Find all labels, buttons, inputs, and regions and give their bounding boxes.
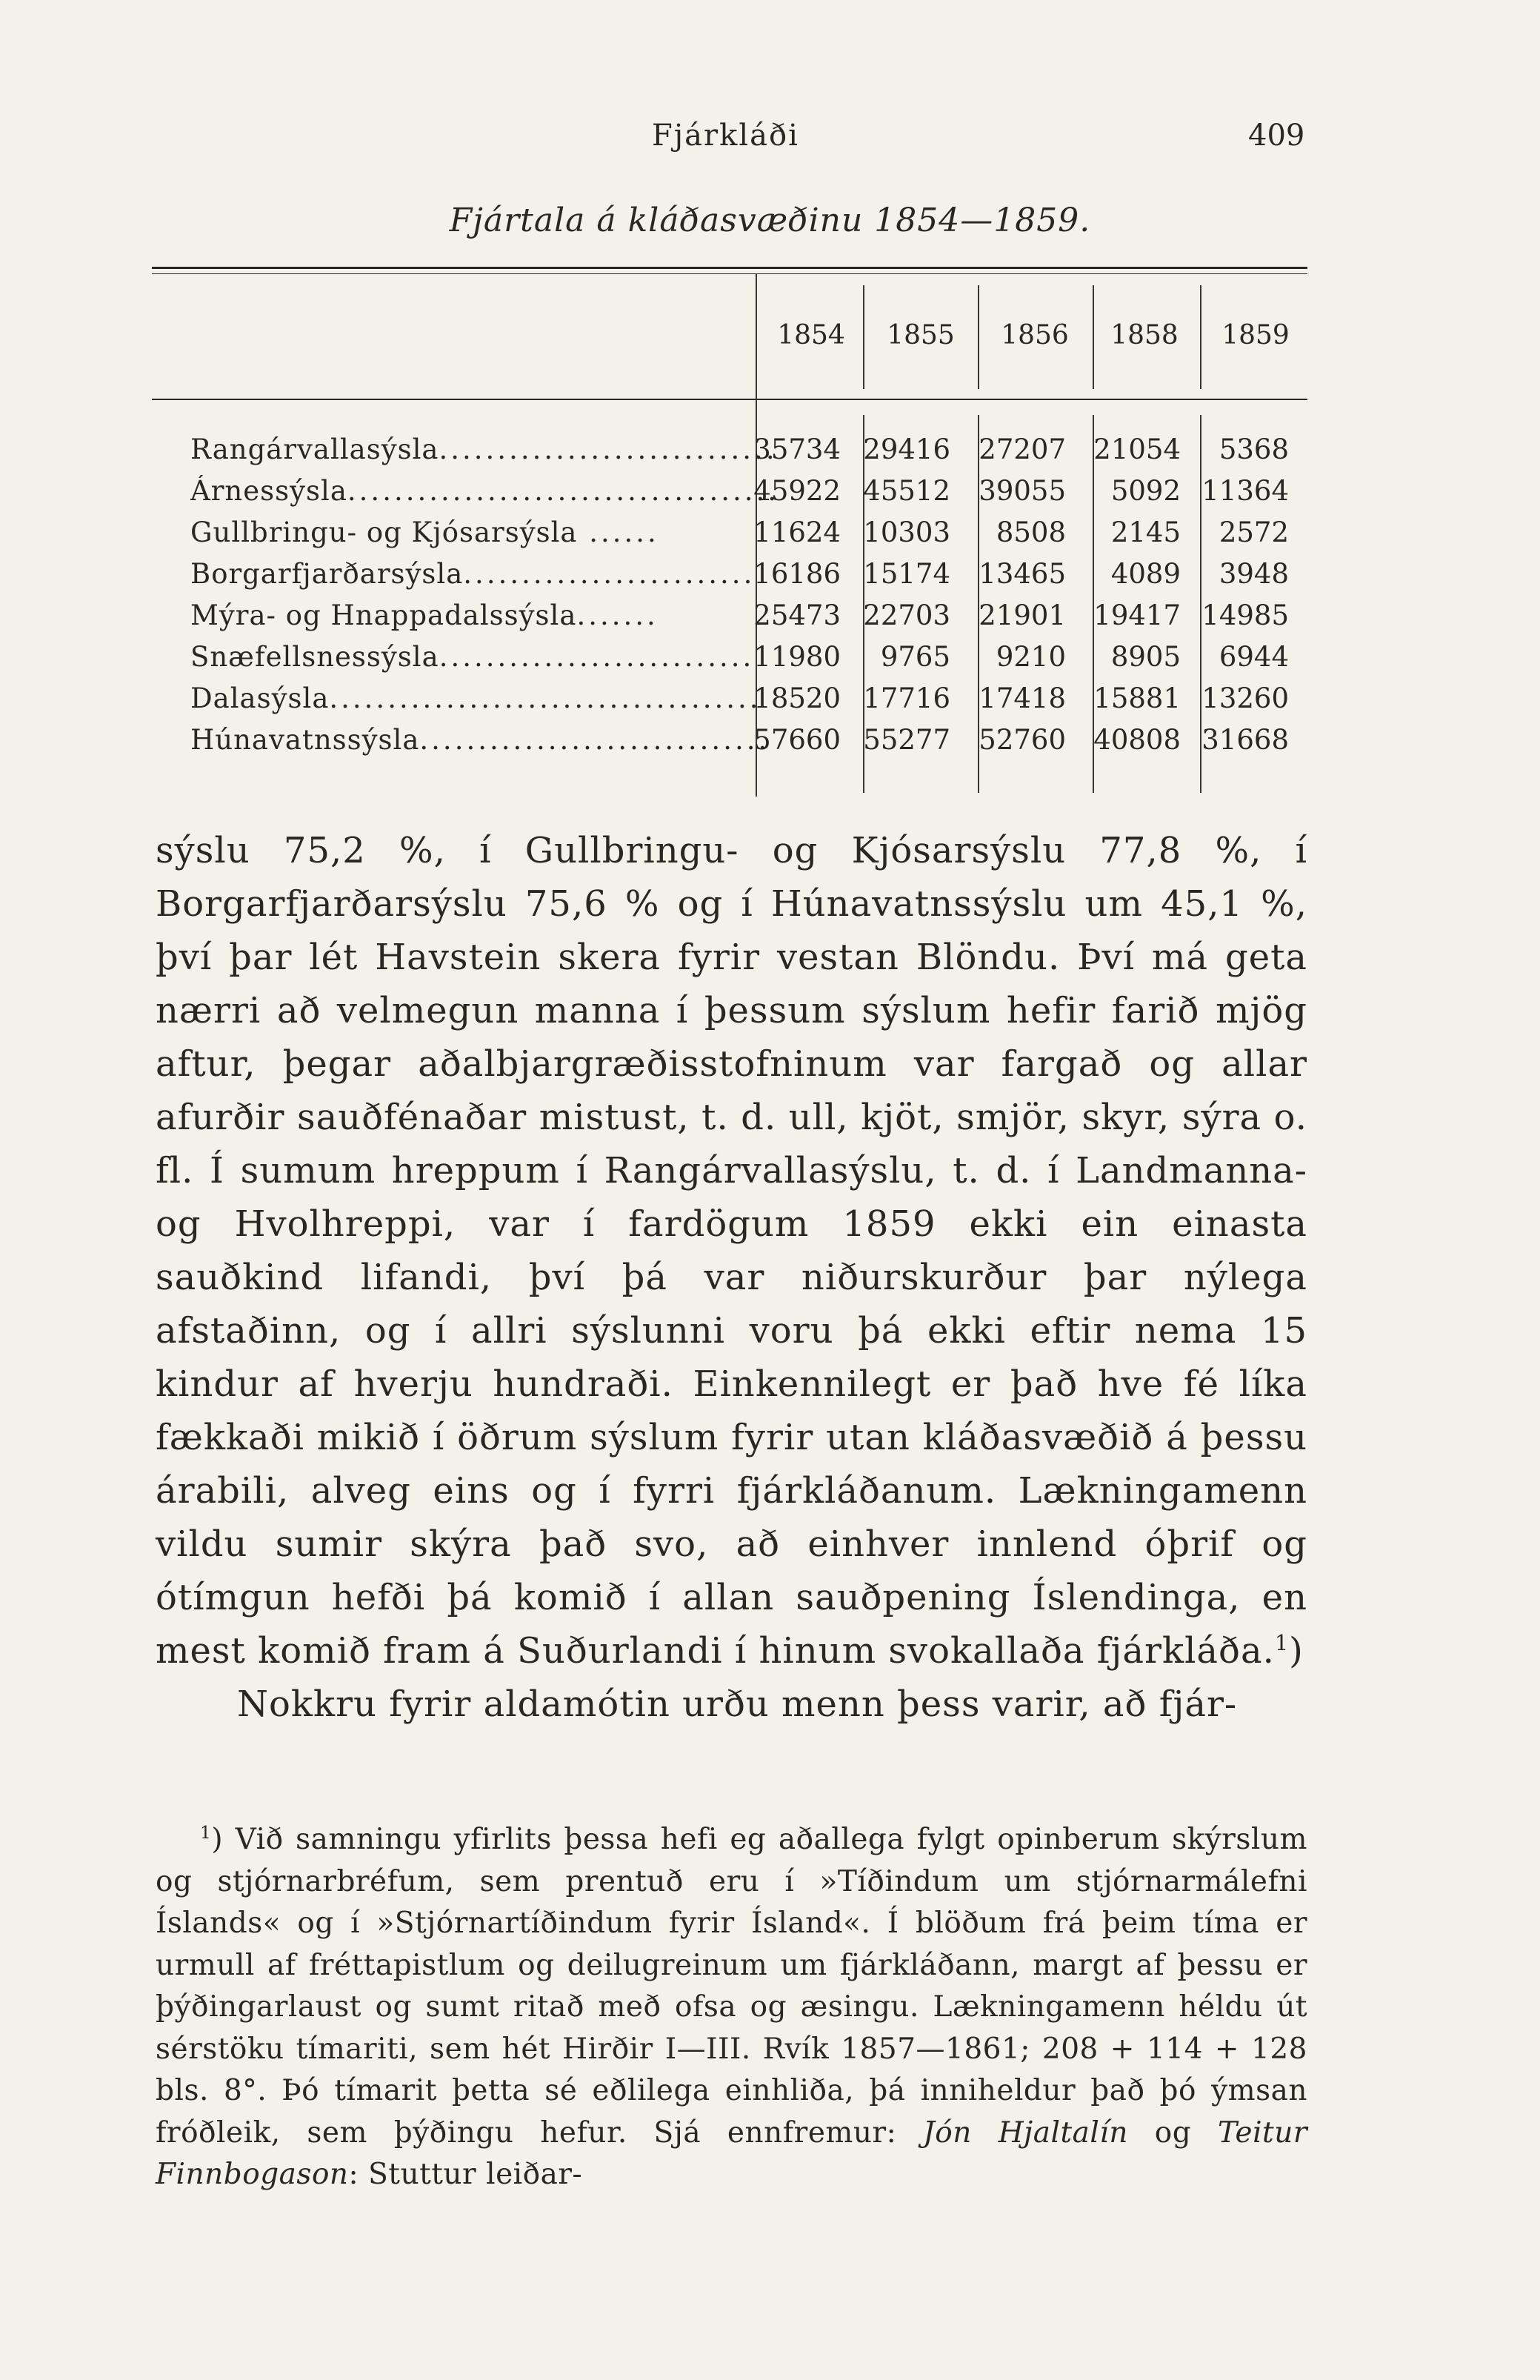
footnote-number: 1 (200, 1822, 212, 1843)
row-label: Snæfellsnessýsla........................... (190, 641, 755, 673)
value-cell: 29416 (863, 433, 950, 465)
footnote (156, 1819, 1307, 2196)
value-cell: 3948 (1219, 558, 1289, 590)
value-cell: 8508 (996, 516, 1066, 548)
row-label: Dalasýsla..................................... (190, 682, 761, 714)
value-cell: 4089 (1110, 558, 1181, 590)
year-header: 1858 (1110, 320, 1179, 350)
value-cell: 15881 (1093, 682, 1181, 714)
year-header: 1855 (887, 320, 955, 350)
table-title: Fjártala á kláðasvæðinu 1854—1859. (449, 202, 1091, 239)
running-title: Fjárkláði (652, 119, 799, 153)
value-cell: 9210 (996, 641, 1066, 673)
value-cell: 22703 (863, 599, 950, 631)
table-row (152, 475, 1307, 516)
row-label: Gullbringu- og Kjósarsýsla ...... (190, 516, 659, 548)
table-row (152, 599, 1307, 641)
value-cell: 13260 (1201, 682, 1289, 714)
value-cell: 5368 (1219, 433, 1289, 465)
year-header: 1859 (1221, 320, 1290, 350)
value-cell: 25473 (753, 599, 841, 631)
row-label: Árnessýsla..................................... (190, 475, 780, 507)
row-label: Mýra- og Hnappadalssýsla....... (190, 599, 659, 631)
table-row (152, 724, 1307, 765)
table-top-rule (152, 267, 1307, 274)
value-cell: 5092 (1110, 475, 1181, 507)
value-cell: 35734 (753, 433, 841, 465)
table-row (152, 682, 1307, 724)
value-cell: 19417 (1093, 599, 1181, 631)
value-cell: 40808 (1093, 724, 1181, 756)
value-cell: 11980 (753, 641, 841, 673)
value-cell: 2145 (1110, 516, 1181, 548)
value-cell: 2572 (1219, 516, 1289, 548)
page-number: 409 (1248, 119, 1305, 153)
footnote-text: $^1$) Við samningu yfirlits þessa hefi eg aðallega fylgt opinberum skýrslum og stjórnarbréfum, sem prentuð eru í »Tíðindum um stjórnarmálefni Íslands« og í »Stjórnartíðindum fyrir Ísland«. Í blöðum frá þeim tíma er urmull af fréttapistlum og deilugreinum um fjárkláðann, margt af þessu er þýðingarlaust og sumt ritað með ofsa og æsingu. Lækningamenn héldu út sérstöku tímariti, sem hét Hirðir I—III. Rvík 1857—1861; 208 + 114 + 128 bls. 8°. Þó tímarit þetta sé eðlilega einhliða, þá inniheldur það þó ýmsan fróðleik, sem þýðingu hefur. Sjá ennfremur: Jón Hjaltalín og Teitur Finnbogason: Stuttur leiðar- (156, 1822, 1307, 2191)
paragraph: Nokkru fyrir aldamótin urðu menn þess varir, að fjár- (237, 1683, 1238, 1725)
author-name: Jón Hjaltalín (923, 2115, 1128, 2150)
value-cell: 57660 (753, 724, 841, 756)
value-cell: 18520 (753, 682, 841, 714)
value-cell: 31668 (1201, 724, 1289, 756)
value-cell: 17418 (979, 682, 1066, 714)
row-label: Húnavatnssýsla.............................. (190, 724, 770, 756)
value-cell: 13465 (979, 558, 1066, 590)
value-cell: 45922 (753, 475, 841, 507)
row-label: Rangárvallasýsla............................. (190, 433, 778, 465)
value-cell: 21901 (979, 599, 1066, 631)
running-header (0, 119, 1540, 163)
value-cell: 45512 (863, 475, 950, 507)
row-label: Borgarfjarðarsýsla......................... (190, 558, 756, 590)
value-cell: 15174 (863, 558, 950, 590)
value-cell: 6944 (1219, 641, 1289, 673)
author-name: Teitur Finnbogason (156, 2115, 1307, 2191)
body-text (156, 824, 1307, 1731)
value-cell: 10303 (863, 516, 950, 548)
paragraph: sýslu 75,2 %, í Gullbringu- og Kjósarsýslu 77,8 %, í Borgarfjarðarsýslu 75,6 % og í Húnavatnssýslu um 45,1 %, því þar lét Havstein skera fyrir vestan Blöndu. Því má geta nærri að velmegun manna í þessum sýslum hefir farið mjög aftur, þegar aðalbjargræðisstofninum var fargað og allar afurðir sauðfénaðar mistust, t. d. ull, kjöt, smjör, skyr, sýra o. fl. Í sumum hreppum í Rangárvallasýslu, t. d. í Landmanna- og Hvolhreppi, var í fardögum 1859 ekki ein einasta sauðkind lifandi, því þá var niðurskurður þar nýlega afstaðinn, og í allri sýslunni voru þá ekki eftir nema 15 kindur af hverju hundraði. Einkennilegt er það hve fé líka fækkaði mikið í öðrum sýslum fyrir utan kláðasvæðið á þessu árabili, alveg eins og í fyrri fjárkláðanum. Lækningamenn vildu sumir skýra það svo, að einhver innlend óþrif og ótímgun hefði þá komið í allan sauðpening Íslendinga, en mest komið fram á Suðurlandi í hinum svokallaða fjárkláða.$^1$) (156, 830, 1307, 1672)
value-cell: 52760 (979, 724, 1066, 756)
value-cell: 11624 (753, 516, 841, 548)
value-cell: 27207 (979, 433, 1066, 465)
value-cell: 55277 (863, 724, 950, 756)
value-cell: 11364 (1201, 475, 1289, 507)
year-header: 1854 (777, 320, 845, 350)
value-cell: 14985 (1201, 599, 1289, 631)
table-row (152, 558, 1307, 599)
table-row (152, 516, 1307, 558)
value-cell: 17716 (863, 682, 950, 714)
value-cell: 8905 (1110, 641, 1181, 673)
table-header-rule (152, 399, 1307, 400)
value-cell: 9765 (880, 641, 950, 673)
value-cell: 39055 (979, 475, 1066, 507)
year-header: 1856 (1001, 320, 1069, 350)
value-cell: 21054 (1093, 433, 1181, 465)
table-row (152, 433, 1307, 475)
footnote-marker: 1 (1274, 1630, 1290, 1655)
table-row (152, 641, 1307, 682)
value-cell: 16186 (753, 558, 841, 590)
